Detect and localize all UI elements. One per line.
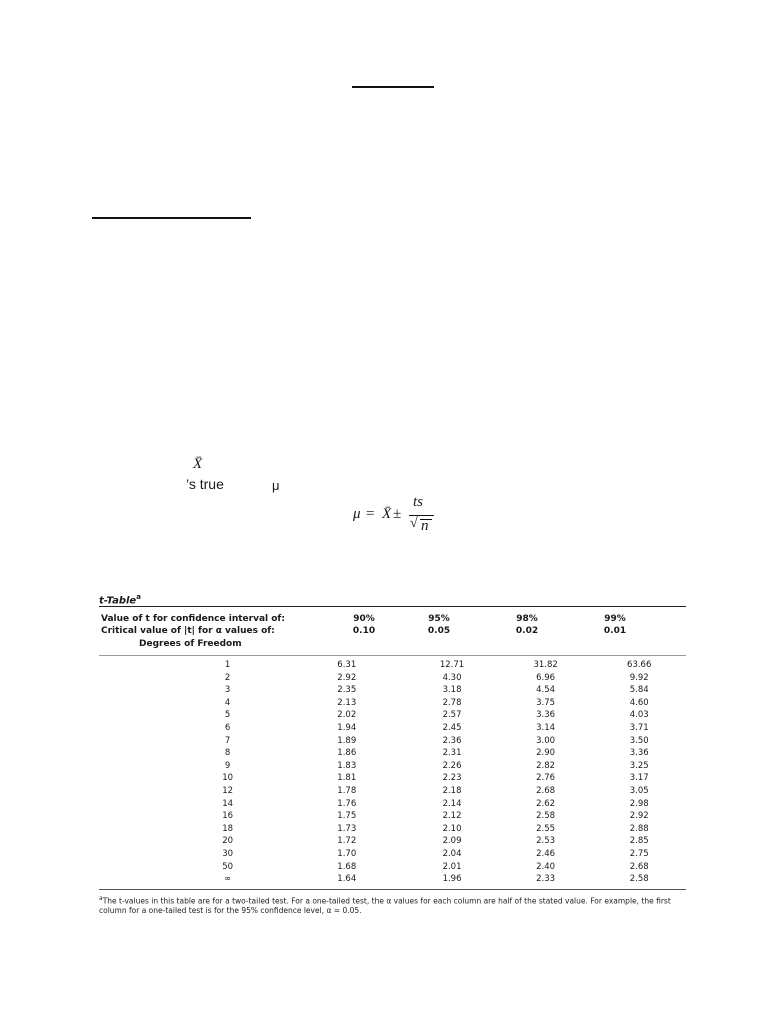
table-row <box>99 835 686 848</box>
conf-99: 99% <box>604 614 626 624</box>
table-row <box>99 747 686 760</box>
t-value-cell: 2.78 <box>442 697 462 708</box>
xbar-symbol: X̄ <box>193 456 203 472</box>
t-value-cell: 2.26 <box>442 760 462 771</box>
t-value-cell: 3.18 <box>442 685 462 696</box>
t-value-cell: 1.68 <box>337 861 357 872</box>
table-row <box>99 861 686 874</box>
t-table-header-alpha <box>99 625 686 637</box>
dof-cell: 20 <box>222 836 234 847</box>
t-value-cell: 1.81 <box>337 773 357 784</box>
t-value-cell: 2.04 <box>442 848 462 859</box>
t-value-cell: 2.02 <box>337 710 357 721</box>
eq-mu: μ <box>353 506 361 522</box>
table-row <box>99 722 686 735</box>
table-row <box>99 873 686 886</box>
dof-cell: 10 <box>222 773 234 784</box>
t-table-header-rule <box>99 655 686 656</box>
t-value-cell: 2.12 <box>442 811 462 822</box>
t-value-cell: 2.36 <box>442 735 462 746</box>
section-underline <box>92 217 251 219</box>
table-row <box>99 810 686 823</box>
dof-cell: 1 <box>224 660 231 670</box>
t-value-cell: 2.55 <box>536 823 556 834</box>
true-text: ’s true <box>186 476 224 492</box>
t-value-cell: 2.09 <box>442 836 462 847</box>
dof-cell: 9 <box>224 760 231 771</box>
t-value-cell: 2.40 <box>536 861 556 872</box>
t-value-cell: 2.82 <box>536 760 556 771</box>
alpha-005: 0.05 <box>427 626 451 636</box>
table-row <box>99 848 686 861</box>
table-row <box>99 684 686 697</box>
alpha-001: 0.01 <box>603 626 627 636</box>
dof-cell: 16 <box>222 811 234 822</box>
t-table-footnote <box>99 890 686 917</box>
t-value-cell: 12.71 <box>439 660 465 670</box>
t-value-cell: 2.46 <box>536 848 556 859</box>
t-value-cell: 2.88 <box>629 823 649 834</box>
t-value-cell: 2.68 <box>629 861 649 872</box>
t-value-cell: 2.14 <box>442 798 462 809</box>
eq-numerator: ts <box>413 494 424 510</box>
t-value-cell: 3.36 <box>536 710 556 721</box>
dof-cell: 6 <box>224 722 231 733</box>
t-value-cell: 6.31 <box>337 660 357 670</box>
t-value-cell: 2.13 <box>337 697 357 708</box>
t-value-cell: 9.92 <box>629 672 649 683</box>
eq-equals: = <box>366 506 375 522</box>
footnote-marker: a <box>99 894 103 902</box>
t-value-cell: 31.82 <box>533 660 558 670</box>
dof-cell: 12 <box>222 785 234 796</box>
alpha-002: 0.02 <box>515 626 539 636</box>
t-value-cell: 2.92 <box>337 672 357 683</box>
t-value-cell: 2.01 <box>442 861 462 872</box>
t-value-cell: 4.30 <box>442 672 462 683</box>
t-value-cell: 2.90 <box>536 748 556 759</box>
t-value-cell: 1.94 <box>337 722 357 733</box>
table-row <box>99 823 686 836</box>
t-value-cell: 2.92 <box>629 811 649 822</box>
t-value-cell: 3.25 <box>629 760 649 771</box>
t-value-cell: 1.72 <box>337 836 357 847</box>
t-value-cell: 1.76 <box>337 798 357 809</box>
t-value-cell: 2.35 <box>337 685 357 696</box>
title-underline <box>352 86 434 88</box>
t-value-cell: 1.89 <box>337 735 357 746</box>
t-value-cell: 2.23 <box>442 773 462 784</box>
mu-symbol: μ <box>272 478 280 493</box>
table-row <box>99 735 686 748</box>
t-value-cell: 2.53 <box>536 836 556 847</box>
t-value-cell: 1.64 <box>337 874 357 885</box>
t-table-header-confidence <box>99 607 686 625</box>
t-table-title-sup: a <box>136 593 141 601</box>
table-row <box>99 709 686 722</box>
t-value-cell: 1.96 <box>442 874 462 885</box>
dof-cell: 30 <box>222 848 234 859</box>
table-row <box>99 760 686 773</box>
t-value-cell: 2.76 <box>536 773 556 784</box>
t-value-cell: 2.62 <box>536 798 556 809</box>
t-value-cell: 1.86 <box>337 748 357 759</box>
t-value-cell: 3.17 <box>629 773 649 784</box>
t-table <box>99 588 686 916</box>
t-value-cell: 3.75 <box>536 697 556 708</box>
t-value-cell: 2.58 <box>536 811 556 822</box>
t-value-cell: 2.85 <box>629 836 649 847</box>
table-row <box>99 659 686 672</box>
t-value-cell: 2.98 <box>629 798 649 809</box>
t-value-cell: 63.66 <box>627 660 652 670</box>
t-value-cell: 1.70 <box>337 848 357 859</box>
confidence-row-label: Value of t for confidence interval of: <box>101 614 285 624</box>
t-value-cell: 4.03 <box>629 710 649 721</box>
t-value-cell: 3.05 <box>629 785 649 796</box>
dof-cell: 7 <box>224 735 231 746</box>
dof-cell: ∞ <box>224 874 232 885</box>
dof-cell: 5 <box>224 710 231 721</box>
dof-cell: 3 <box>224 685 231 696</box>
confidence-interval-equation <box>353 494 443 534</box>
dof-cell: 2 <box>224 672 231 683</box>
dof-cell: 50 <box>222 861 234 872</box>
footnote-text: The t-values in this table are for a two-tailed test. For a one-tailed test, the α values for each column are half of the stated value. For example, the first column for a one-tailed test is for the 95% confidence level, α = 0.05. <box>99 896 671 916</box>
conf-90: 90% <box>353 614 375 624</box>
t-table-title-text: t-Table <box>99 595 137 607</box>
t-value-cell: 1.78 <box>337 785 357 796</box>
t-value-cell: 6.96 <box>536 672 556 683</box>
t-value-cell: 3.14 <box>536 722 556 733</box>
eq-xbar: X̄ <box>382 506 392 522</box>
t-value-cell: 2.58 <box>629 874 649 885</box>
t-value-cell: 4.54 <box>536 685 556 696</box>
conf-95: 95% <box>428 614 450 624</box>
t-value-cell: 2.45 <box>442 722 462 733</box>
eq-sqrt-sign: √ <box>410 516 418 531</box>
degrees-of-freedom-label: Degrees of Freedom <box>139 639 242 649</box>
t-value-cell: 2.18 <box>442 785 462 796</box>
dof-cell: 4 <box>224 697 231 708</box>
t-value-cell: 2.33 <box>536 874 556 885</box>
critical-row-label: Critical value of |t| for α values of: <box>101 626 275 636</box>
t-value-cell: 2.75 <box>629 848 649 859</box>
eq-plus-minus: ± <box>393 506 402 522</box>
t-value-cell: 3.00 <box>536 735 556 746</box>
table-row <box>99 672 686 685</box>
table-row <box>99 772 686 785</box>
t-value-cell: 5.84 <box>629 685 649 696</box>
table-row <box>99 697 686 710</box>
dof-cell: 14 <box>222 798 234 809</box>
table-row <box>99 798 686 811</box>
t-value-cell: 4.60 <box>629 697 649 708</box>
t-value-cell: 2.31 <box>442 748 462 759</box>
conf-98: 98% <box>516 614 538 624</box>
t-value-cell: 3.36 <box>629 748 649 759</box>
table-row <box>99 785 686 798</box>
t-value-cell: 1.73 <box>337 823 357 834</box>
t-value-cell: 1.83 <box>337 760 357 771</box>
t-table-body <box>99 659 686 886</box>
t-value-cell: 2.68 <box>536 785 556 796</box>
dof-cell: 8 <box>224 748 231 759</box>
t-value-cell: 2.10 <box>442 823 462 834</box>
t-value-cell: 3.50 <box>629 735 649 746</box>
t-value-cell: 1.75 <box>337 811 357 822</box>
eq-radicand: n <box>421 518 429 534</box>
t-value-cell: 3.71 <box>629 722 649 733</box>
t-value-cell: 2.57 <box>442 710 462 721</box>
alpha-010: 0.10 <box>352 626 376 636</box>
t-table-title <box>99 588 686 606</box>
dof-cell: 18 <box>222 823 234 834</box>
